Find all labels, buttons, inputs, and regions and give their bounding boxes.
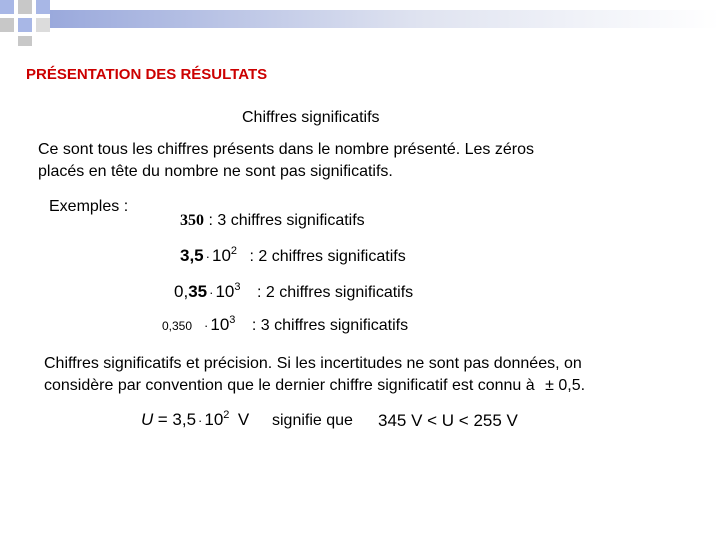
definition-paragraph [38,139,638,183]
precision-paragraph [44,353,684,397]
formula-base: 10 [204,410,224,429]
example-4-exp: 3 [229,314,236,326]
formula-var: U [141,410,154,429]
example-4-base: 10 [210,315,230,334]
example-2 [180,245,406,266]
example-1-desc: : 3 chiffres significatifs [208,212,365,229]
formula-middle: signifie que [272,412,353,429]
example-4-desc: : 3 chiffres significatifs [251,317,409,334]
examples-label: Exemples : [49,198,129,215]
formula-eq: = 3,5 [157,410,197,429]
definition-line-1: Ce sont tous les chiffres présents dans le nombre présenté. Les zéros [38,141,534,158]
multiply-dot-icon: · [209,285,214,300]
precision-pm: ± 0,5 [545,377,581,394]
example-2-exp: 2 [230,245,238,257]
example-3-base: 10 [215,282,235,301]
example-3-mantissa: 35 [188,282,208,301]
formula-rhs: 345 V < U < 255 V [378,411,518,430]
example-2-desc: : 2 chiffres significatifs [249,248,406,265]
formula-lhs [141,409,249,430]
example-3 [174,281,413,302]
example-3-prefix: 0, [174,282,189,301]
precision-line-2: considère par convention que le dernier chiffre significatif est connu à [44,377,535,394]
multiply-dot-icon: · [204,318,209,333]
formula-unit: V [237,410,250,429]
example-2-base: 10 [211,246,231,265]
definition-line-2: placés en tête du nombre ne sont pas significatifs. [38,163,393,180]
example-1-value: 350 [180,212,204,229]
example-1 [180,212,365,230]
example-3-desc: : 2 chiffres significatifs [256,284,414,301]
example-4-prefix: 0,350 [162,319,193,333]
multiply-dot-icon: · [205,249,210,264]
example-4 [162,314,408,335]
formula-exp: 2 [223,409,230,421]
section-subtitle: Chiffres significatifs [242,109,380,126]
example-2-mantissa: 3,5 [180,246,204,265]
header-decoration [0,0,720,48]
example-3-exp: 3 [234,281,241,293]
precision-end: . [580,377,586,394]
page-title: PRÉSENTATION DES RÉSULTATS [26,66,268,83]
multiply-dot-icon: · [198,413,203,428]
precision-line-1: Chiffres significatifs et précision. Si les incertitudes ne sont pas données, on [44,355,582,372]
